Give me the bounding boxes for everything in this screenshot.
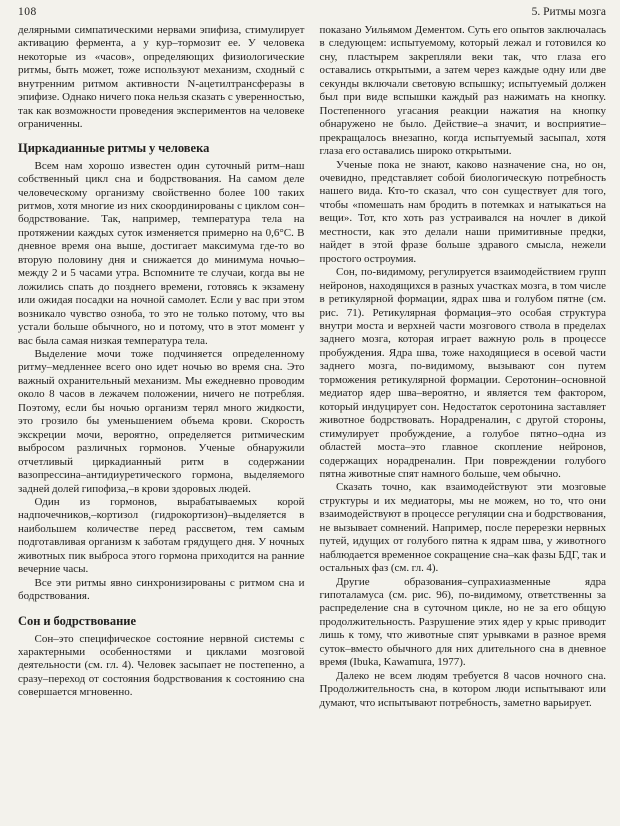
paragraph: Другие образования–супрахиазменные ядра гипоталамуса (см. рис. 96), по-видимому, ответственны за распределение сна в суточном цикле, но не за его общую продолжительность. Разрушение этих ядер у крыс приводит лишь к тому, что животные спят урывками в разное время суток–вместо обычного для них длительного сна в дневное время (Ibuka, Kawamura, 1977). xyxy=(319,575,606,669)
right-column xyxy=(320,24,607,710)
paragraph: показано Уильямом Дементом. Суть его опытов заключалась в следующем: испытуемому, который лежал и готовился ко сну, пластырем закрепляли веки так, что глаза его оставались открытыми, а затем через каждые одну или две секунды включали световую вспышку; испытуемый должен был при виде вспышки каждый раз нажимать на кнопку. Постепенного угасания реакции нажатия на кнопку обнаружено не было. Действие–а значит, и восприятие–прекращалось внезапно, когда испытуемый засыпал, хотя глаза его оставались широко открытыми. xyxy=(319,24,606,158)
running-title: 5. Ритмы мозга xyxy=(531,6,606,18)
left-column xyxy=(18,24,305,710)
paragraph: Один из гормонов, вырабатываемых корой надпочечников,–кортизол (гидрокортизон)–выделяется в наибольшем количестве перед рассветом, тем самым подготавливая организм к заботам грядущего дня. У ночных животных пик выброса этого гормона приходится на ранние вечерние часы. xyxy=(18,495,305,576)
section-heading-sleep-wakefulness: Сон и бодрствование xyxy=(18,613,137,628)
paragraph: Выделение мочи тоже подчиняется определенному ритму–медленнее всего оно идет ночью во время сна. Это важный охранительный механизм. Мы ежедневно проводим около 8 часов в лежачем положении, ничего не потребляя. Поэтому, если бы ночью организм терял много жидкости, это грозило бы уменьшением объема крови. Скорость экскреции мочи, вероятно, определяется ритмическим выбросом различных гормонов. Ученые обнаружили отчетливый циркадианный ритм в содержании вазопрессина–антидиуретического гормона, выделяемого задней долей гипофиза,–в крови здоровых людей. xyxy=(18,347,305,495)
paragraph: Сказать точно, как взаимодействуют эти мозговые структуры и их медиаторы, мы не можем, но то, что они взаимодействуют в процессе регуляции сна и бодрствования, не вызывает сомнений. Например, после перерезки нервных путей, идущих от голубого пятна к ядрам шва, у животного наблюдается временное сокращение сна–как фазы БДГ, так и остальных фаз (см. гл. 4). xyxy=(319,481,606,575)
paragraph: Далеко не всем людям требуется 8 часов ночного сна. Продолжительность сна, в котором люди испытывают или думают, что испытывают потребность, заметно варьирует. xyxy=(319,669,606,709)
text-columns xyxy=(18,24,606,710)
paragraph: Сон, по-видимому, регулируется взаимодействием групп нейронов, находящихся в разных участках мозга, в том числе в ретикулярной формации, ядрах шва и голубом пятне (см. рис. 71). Ретикулярная формация–это особая структура внутри моста и верхней части мозгового ствола в пределах заднего мозга, которая играет важную роль в процессе пробуждения. Ядра шва, тоже находящиеся в осевой части заднего мозга, по-видимому, вызывают сон путем торможения ретикулярной формации. Серотонин–основной медиатор ядер шва–вероятно, и является тем фактором, который индуцирует сон. Недостаток серотонина заставляет животное бодрствовать. Норадреналин, с другой стороны, стимулирует пробуждение, а голубое пятно–одна из областей моста–это главное скопление нейронов, содержащих норадреналин. При повреждении голубого пятна животные спят намного больше, чем обычно. xyxy=(319,266,606,480)
paragraph: Всем нам хорошо известен один суточный ритм–наш собственный цикл сна и бодрствования. На самом деле человеческому организму свойственно более 100 таких ритмов, хотя многие из них скоординированы с циклом сон–бодрствование. Так, например, температура тела на протяжении каждых суток изменяется примерно на 0,6°С. В дневное время она выше, достигает максимума где-то во вторую половину дня и снижается до минимума ночью–между 2 и 5 часами утра. Вспомните те случаи, когда вы не ложились спать до позднего времени, готовясь к экзамену или ожидая посадки на ночной самолет. Если у вас при этом возникало чувство озноба, то это не только потому, что вы устали больше обычного, но и потому, что в этот момент у вас была самая низкая температура тела. xyxy=(18,159,305,347)
paragraph: Все эти ритмы явно синхронизированы с ритмом сна и бодрствования. xyxy=(18,576,305,603)
paragraph: Ученые пока не знают, каково назначение сна, но он, очевидно, представляет собой биологическую потребность нашего вида. Кто-то сказал, что сон существует для того, чтобы «помешать нам бродить в потемках и натыкаться на вещи». Тот, кто хоть раз устраивался на ночлег в дикой местности, как это делали наши примитивные предки, найдет в этой фразе больше здравого смысла, нежели простого остроумия. xyxy=(319,158,606,265)
section-heading-circadian-rhythms: Циркадианные ритмы у человека xyxy=(18,140,210,155)
page-header xyxy=(18,5,606,19)
paragraph: делярными симпатическими нервами эпифиза, стимулирует активацию фермента, а у кур–тормозит ее. У человека некоторые из «часов», определяющих физиологические ритмы, быть может, тоже используют механизм, сходный с внутренним ритмом активности N-ацетилтрансферазы в эпифизе. Однако ничего пока нельзя сказать с уверенностью, так как возможности проведения экспериментов на человеке ограниченны. xyxy=(18,24,305,131)
paragraph: Сон–это специфическое состояние нервной системы с характерными особенностями и циклами мозговой деятельности (см. гл. 4). Человек засыпает не постепенно, а сразу–переход от состояния бодрствования к состоянию сна совершается мгновенно. xyxy=(18,632,305,699)
page-number: 108 xyxy=(18,6,37,18)
